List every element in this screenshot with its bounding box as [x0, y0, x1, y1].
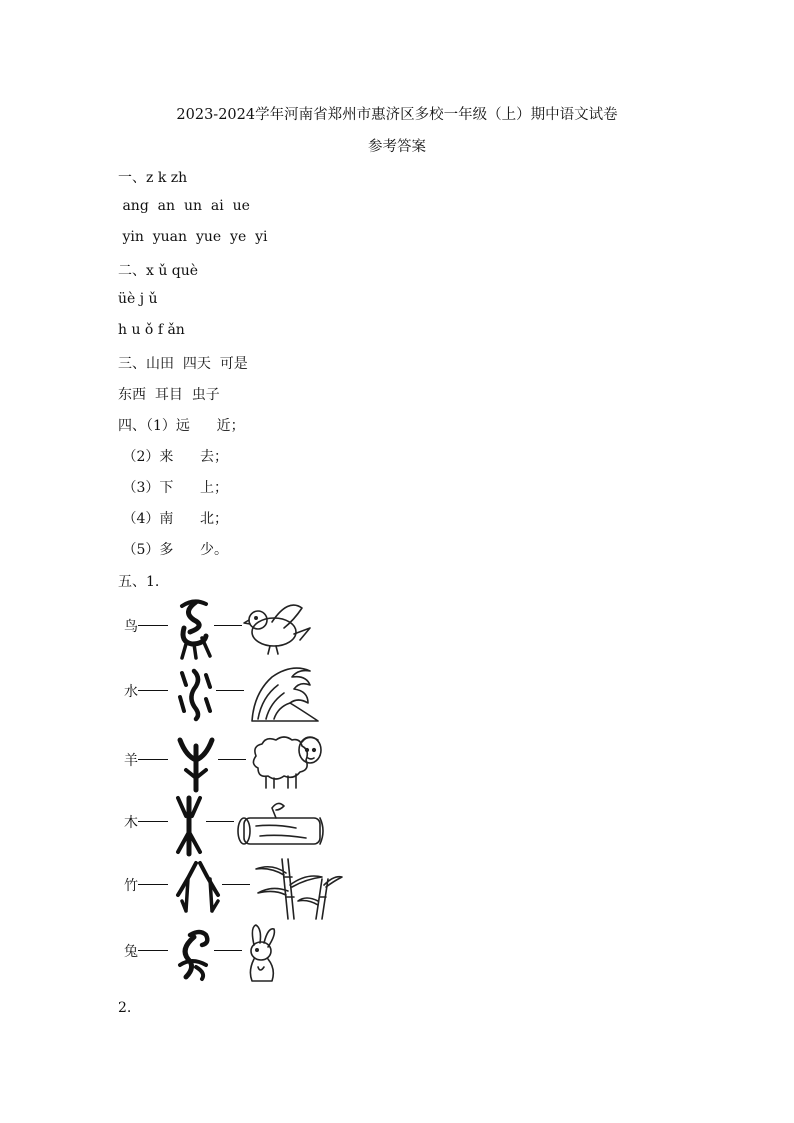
document-title: 2023-2024学年河南省郑州市惠济区多校一年级（上）期中语文试卷 — [176, 107, 618, 123]
answer-line-14: 五、1. — [118, 574, 160, 590]
answer-line-5: üè j ǔ — [118, 291, 158, 307]
answer-line-3: yin yuan yue ye yi — [118, 229, 268, 245]
modern-char: 兔 — [124, 944, 138, 960]
connector-line — [138, 759, 168, 760]
answer-line-2: ang an un ai ue — [118, 198, 250, 214]
tree-ancient-glyph — [172, 794, 206, 856]
answer-line-1: 一、z k zh — [118, 170, 188, 186]
sheep-ancient-glyph — [176, 732, 216, 792]
connector-line — [138, 625, 168, 626]
modern-char: 木 — [124, 815, 138, 831]
bamboo-ancient-glyph — [174, 859, 224, 915]
answer-line-6: h u ǒ f ǎn — [118, 322, 185, 338]
modern-char: 水 — [124, 684, 138, 700]
connector-line — [218, 759, 246, 760]
answer-line-12: （4）南 北； — [118, 511, 229, 527]
connector-line — [214, 625, 242, 626]
answer-line-8: 东西 耳目 虫子 — [118, 387, 220, 403]
bamboo-picture — [252, 855, 344, 921]
connector-line — [216, 690, 244, 691]
connector-line — [222, 884, 250, 885]
answer-line-11: （3）下 上； — [118, 480, 229, 496]
connector-line — [206, 821, 234, 822]
bird-picture — [244, 598, 314, 658]
connector-line — [138, 884, 168, 885]
connector-line — [214, 950, 242, 951]
modern-char: 竹 — [124, 878, 138, 894]
document-subtitle: 参考答案 — [368, 139, 426, 155]
modern-char: 羊 — [124, 753, 138, 769]
item-2-label: 2. — [118, 1000, 132, 1016]
connector-line — [138, 690, 168, 691]
rabbit-ancient-glyph — [176, 927, 212, 981]
bird-ancient-glyph — [176, 598, 214, 660]
connector-line — [138, 821, 168, 822]
answer-line-9: 四、（1）远 近； — [118, 418, 245, 434]
modern-char: 鸟 — [124, 619, 138, 635]
wave-picture — [248, 663, 320, 723]
log-picture — [236, 798, 328, 852]
sheep-picture — [248, 732, 326, 790]
answer-line-10: （2）来 去； — [118, 449, 229, 465]
connector-line — [138, 950, 168, 951]
answer-line-4: 二、x ǔ què — [118, 263, 199, 279]
water-ancient-glyph — [176, 667, 214, 721]
answer-line-7: 三、山田 四天 可是 — [118, 356, 248, 372]
rabbit-picture — [242, 923, 282, 983]
answer-line-13: （5）多 少。 — [118, 542, 229, 558]
